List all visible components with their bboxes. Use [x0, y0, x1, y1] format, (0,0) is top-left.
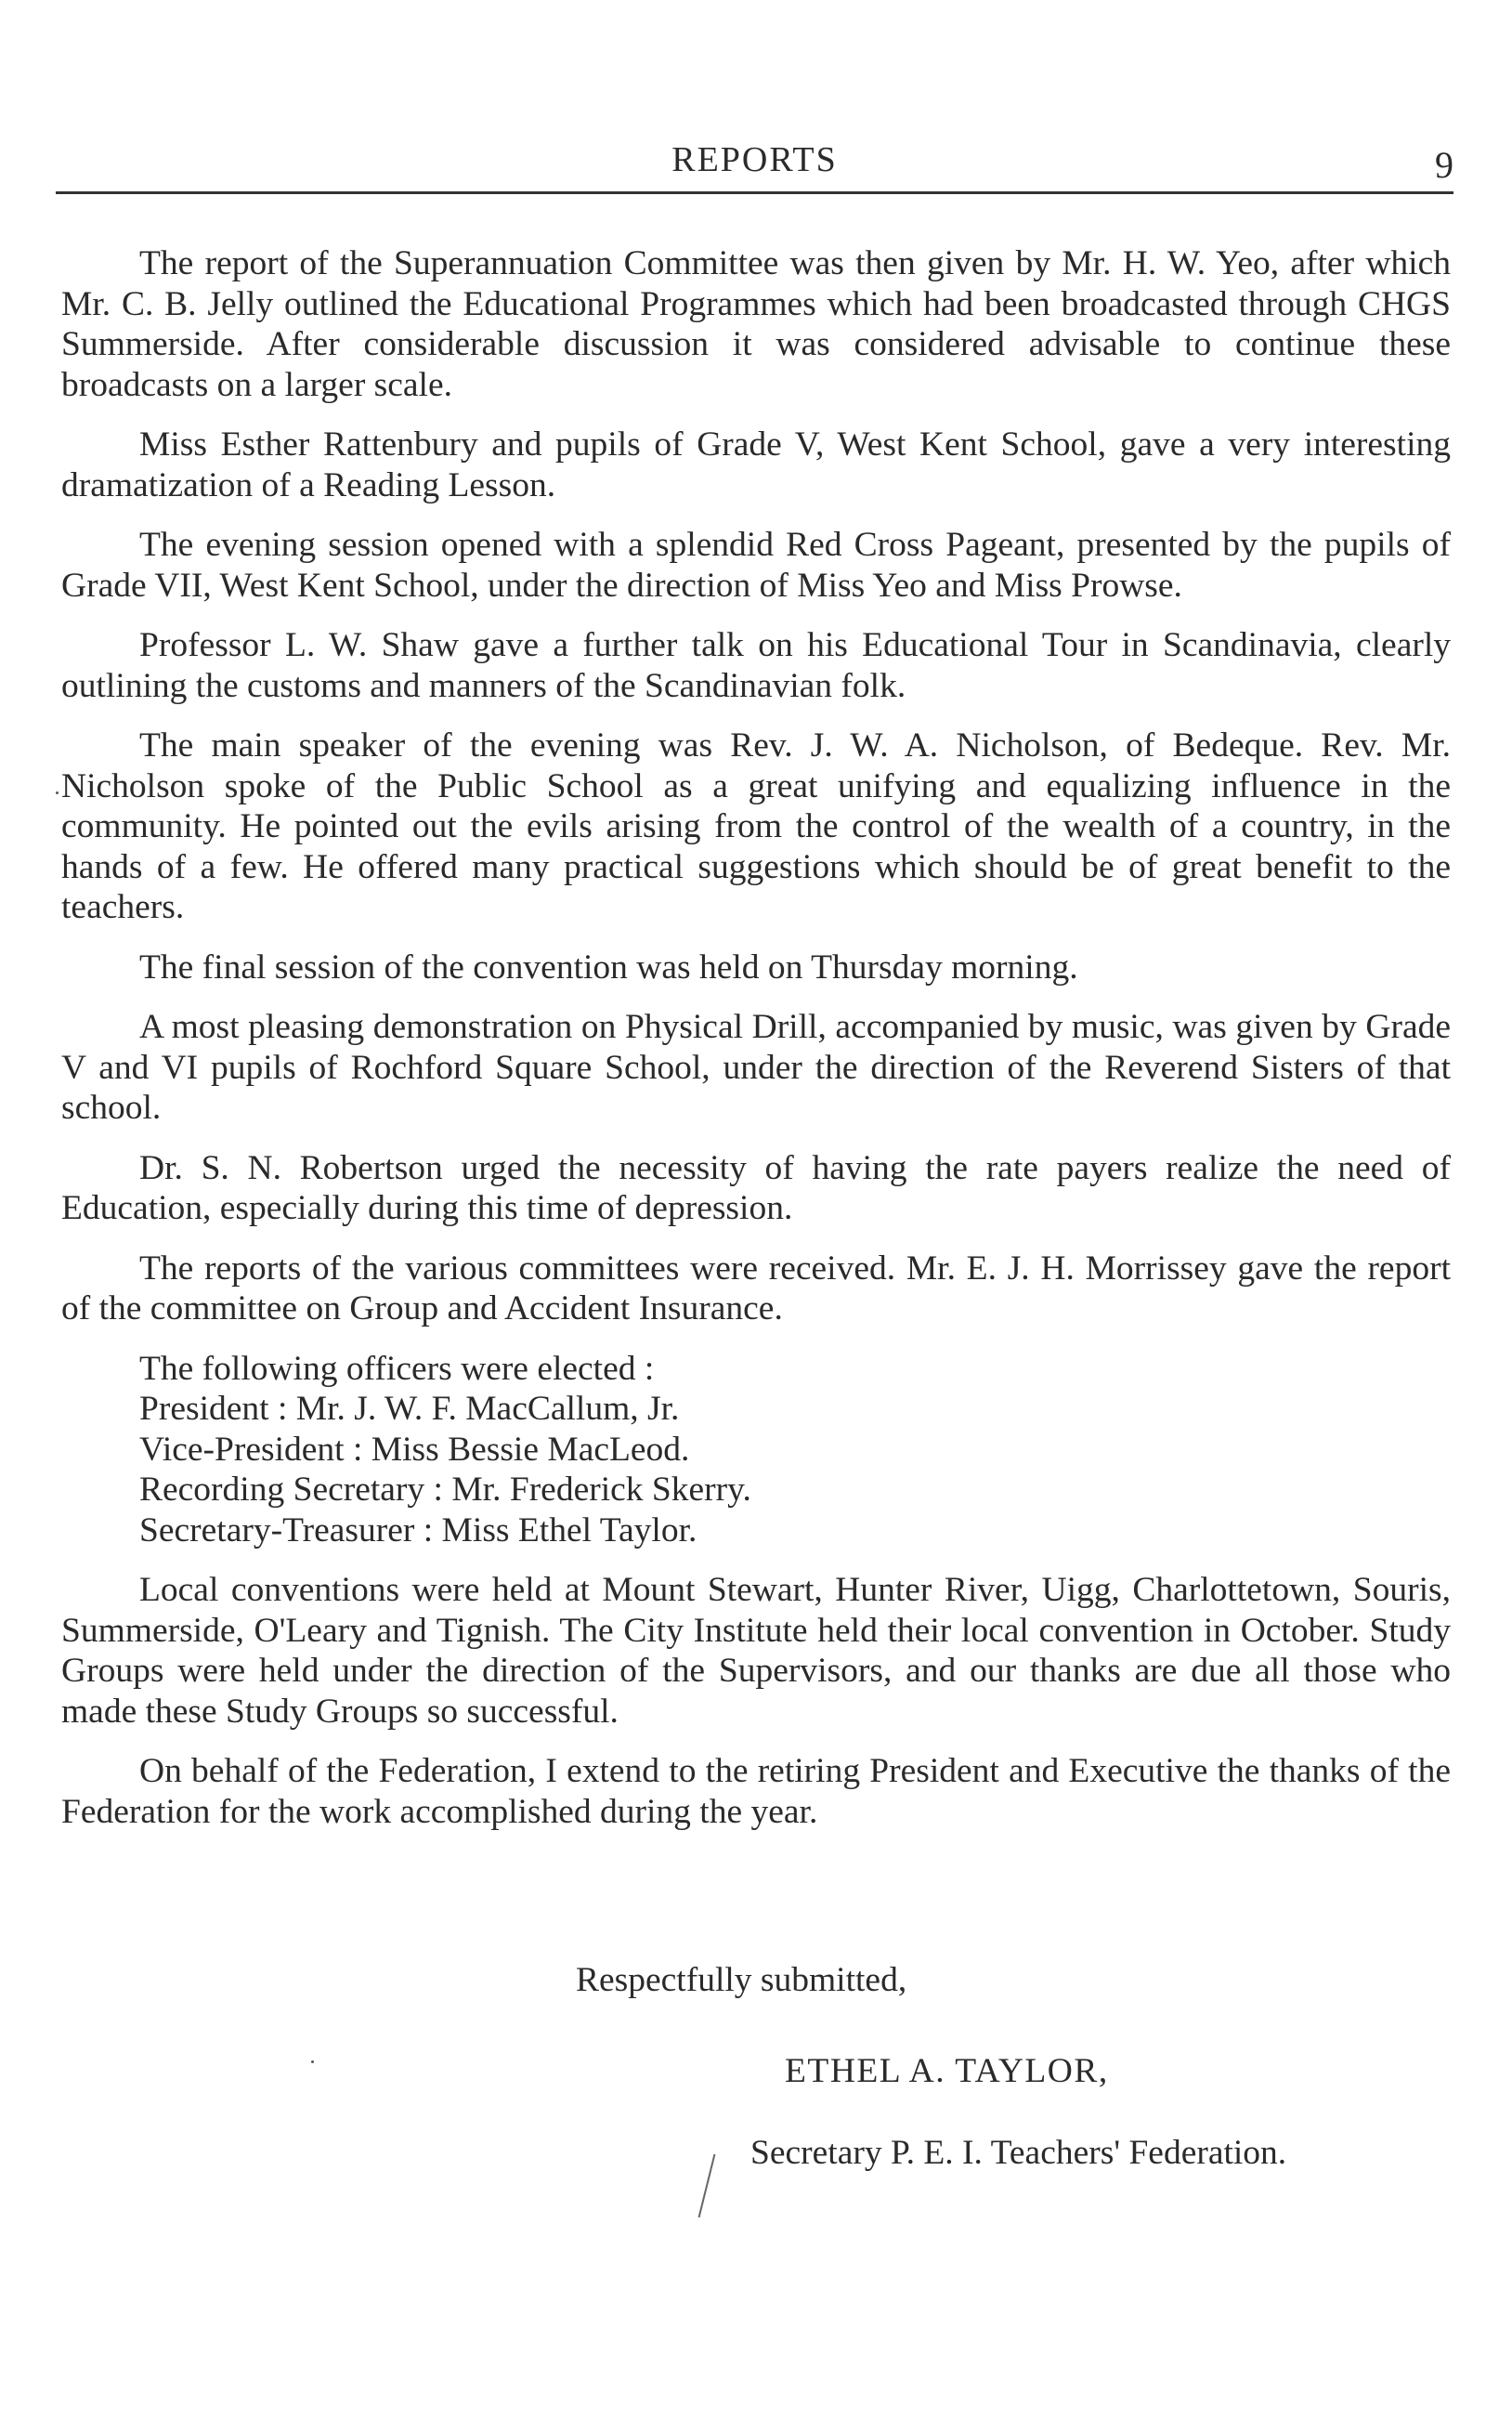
officers-intro: The following officers were elected : — [139, 1349, 655, 1388]
paragraph-dramatization: Miss Esther Rattenbury and pupils of Grade V, West Kent School, gave a very interesting dramatization of a Reading Lesson. — [61, 425, 1451, 504]
closing-salutation: Respectfully submitted, — [576, 1961, 907, 1999]
paragraph-robertson: Dr. S. N. Robertson urged the necessity of having the rate payers realize the need of Education, especially during this time of depression. — [61, 1148, 1451, 1227]
paragraph-committee-reports: The reports of the various committees were received. Mr. E. J. H. Morrissey gave the report of the committee on Group and Accident Insurance. — [61, 1249, 1451, 1327]
header-rule — [56, 191, 1453, 194]
stray-dot — [56, 791, 59, 794]
paragraph-superannuation: The report of the Superannuation Committee was then given by Mr. H. W. Yeo, after which Mr. C. B. Jelly outlined the Educational Programmes which had been broadcasted through CHGS Summerside. After considerable discussion it was considered advisable to continue these broadcasts on a larger scale. — [61, 244, 1451, 404]
paragraph-physical-drill: A most pleasing demonstration on Physical Drill, accompanied by music, was given by Grade V and VI pupils of Rochford Square School, under the direction of the Reverend Sisters of that school. — [61, 1008, 1451, 1127]
paragraph-local-conventions: Local conventions were held at Mount Stewart, Hunter River, Uigg, Charlottetown, Souris, Summerside, O'Leary and Tignish. The City Institute held their local convention in October. Study Groups were held under the direction of the Supervisors, and our thanks are due all those who made these Study Groups so successful. — [61, 1571, 1451, 1731]
pencil-mark — [698, 2154, 716, 2217]
officer-president: President : Mr. J. W. F. MacCallum, Jr. — [139, 1390, 680, 1428]
signature-name: ETHEL A. TAYLOR, — [785, 2052, 1109, 2090]
paragraph-evening-session: The evening session opened with a splendid Red Cross Pageant, presented by the pupils of Grade VII, West Kent School, under the direction of Miss Yeo and Miss Prowse. — [61, 526, 1451, 605]
paragraph-final-session: The final session of the convention was held on Thursday morning. — [139, 948, 1078, 987]
paragraph-scandinavia-talk: Professor L. W. Shaw gave a further talk on his Educational Tour in Scandinavia, clearly outlining the customs and manners of the Scandinavian folk. — [61, 626, 1451, 705]
officer-recording-secretary: Recording Secretary : Mr. Frederick Skerry. — [139, 1471, 751, 1509]
running-head: REPORTS — [671, 140, 838, 179]
officers-list — [61, 1349, 1451, 1551]
page-number: 9 — [1435, 144, 1453, 186]
page-header — [56, 139, 1453, 195]
paragraph-main-speaker: The main speaker of the evening was Rev. J. W. A. Nicholson, of Bedeque. Rev. Mr. Nicholson spoke of the Public School as a great unifying and equalizing influence in the community. He pointed out the evils arising from the control of the wealth of a country, in the hands of a few. He offered many practical suggestions which should be of great benefit to the teachers. — [61, 726, 1451, 926]
officer-secretary-treasurer: Secretary-Treasurer : Miss Ethel Taylor. — [139, 1510, 697, 1549]
stray-dot — [311, 2060, 314, 2063]
signature-title: Secretary P. E. I. Teachers' Federation. — [750, 2134, 1287, 2172]
report-body — [61, 243, 1451, 1851]
officer-vice-president: Vice-President : Miss Bessie MacLeod. — [139, 1430, 690, 1469]
paragraph-thanks: On behalf of the Federation, I extend to the retiring President and Executive the thanks of the Federation for the work accomplished during the year. — [61, 1752, 1451, 1831]
